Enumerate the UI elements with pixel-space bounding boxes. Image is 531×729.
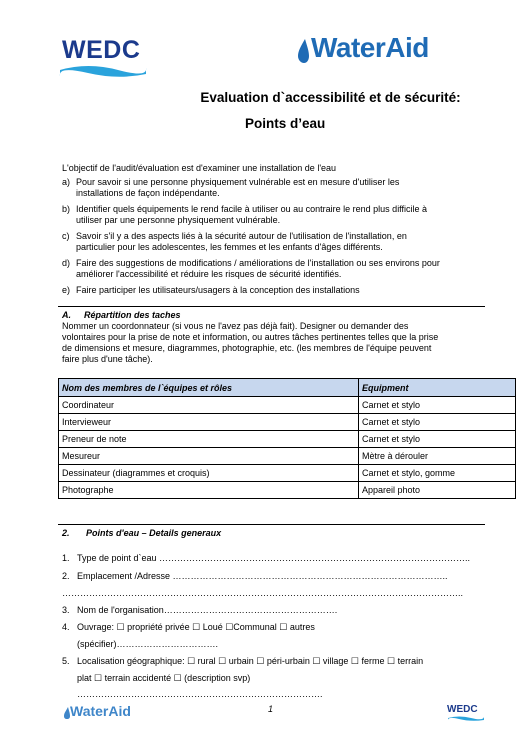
objective-item: e) Faire participer les utilisateurs/usagers à la conception des installations	[62, 285, 360, 295]
column-header: Nom des membres de l`équipes et rôles	[59, 379, 359, 397]
intro-text: L'objectif de l'audit/évaluation est d'examiner une installation de l'eau	[62, 163, 337, 173]
document-subtitle: Points d’eau	[245, 116, 326, 131]
column-header: Equipment	[359, 379, 516, 397]
roles-table	[58, 378, 516, 499]
objective-item: c) Savoir s'il y a des aspects liés à la sécurité autour de l'utilisation de l'installation, en particulier pour les adolescentes, les femmes et les enfants d'âges différents.	[62, 231, 407, 252]
footer-wateraid-logo: WaterAid	[62, 703, 142, 721]
table-row: Intervieweur Carnet et stylo	[59, 414, 516, 431]
wedc-wave-icon	[447, 715, 485, 722]
divider	[58, 306, 485, 307]
table-row: Preneur de note Carnet et stylo	[59, 431, 516, 448]
table-row: Photographe Appareil photo	[59, 482, 516, 499]
water-drop-icon	[295, 38, 311, 64]
objective-item: b) Identifier quels équipements le rend facile à utiliser ou au contraire le rend plus difficile à utiliser par une personne physiquement vulnérable.	[62, 204, 428, 225]
table-row: Mesureur Mètre à dérouler	[59, 448, 516, 465]
section-a-paragraph: Nommer un coordonnateur (si vous ne l'avez pas déjà fait). Designer ou demander des volontaires pour la prise de note et information, ou autres tâches pertinentes telles que la prise de dimensions et mesure, diagrammes, photographie, etc. (les membres de l'équipe peuvent faire plus d'une tâche).	[62, 321, 439, 364]
document-title: Evaluation d`accessibilité et de sécurité:	[200, 90, 461, 105]
section-a-heading: A. Répartition des taches	[62, 310, 181, 320]
table-row: Coordinateur Carnet et stylo	[59, 397, 516, 414]
objective-item: d) Faire des suggestions de modifications / améliorations de l'installation ou ses environs pour améliorer l'accessibilité et réduire les risques de sécurité identifiés.	[62, 258, 440, 279]
page-number: 1	[268, 704, 274, 714]
divider	[58, 524, 485, 525]
wateraid-logo: WaterAid	[295, 30, 470, 70]
wedc-wave-icon	[58, 64, 148, 80]
footer-wedc-logo: WEDC	[447, 704, 487, 722]
wedc-logo: WEDC	[58, 36, 148, 82]
table-row: Dessinateur (diagrammes et croquis) Carnet et stylo, gomme	[59, 465, 516, 482]
objective-item: a) Pour savoir si une personne physiquement vulnérable est en mesure d'utiliser les installations de façon indépendante.	[62, 177, 400, 198]
table-header-row	[59, 379, 516, 397]
section-2-heading: 2. Points d'eau – Details generaux	[62, 528, 222, 538]
